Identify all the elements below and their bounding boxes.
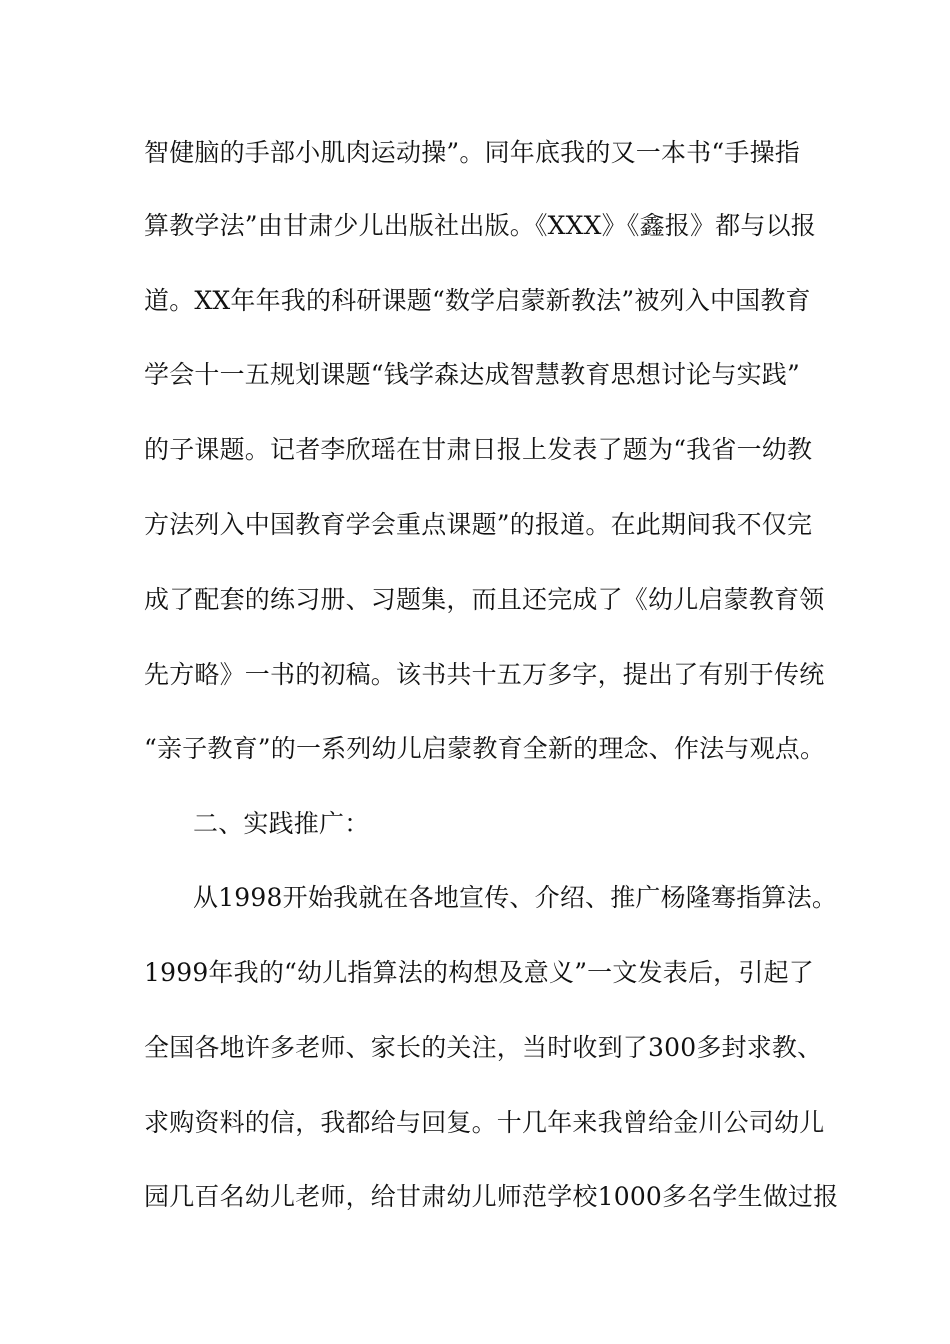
text-line: 成了配套的练习册、习题集，而且还完成了《幼儿启蒙教育领 <box>144 585 825 614</box>
text-line: 道。XX年年我的科研课题“数学启蒙新教法”被列入中国教育 <box>144 286 811 315</box>
text-line: 先方略》一书的初稿。该书共十五万多字，提出了有别于传统 <box>144 660 825 689</box>
text-line: 求购资料的信，我都给与回复。十几年来我曾给金川公司幼儿 <box>144 1108 825 1137</box>
text-line: 方法列入中国教育学会重点课题”的报道。在此期间我不仅完 <box>144 510 813 539</box>
text-line: 1999年我的“幼儿指算法的构想及意义”一文发表后，引起了 <box>144 958 814 987</box>
text-line: 的子课题。记者李欣瑶在甘肃日报上发表了题为“我省一幼教 <box>144 435 813 464</box>
text-line: “亲子教育”的一系列幼儿启蒙教育全新的理念、作法与观点。 <box>144 734 826 763</box>
text-line: 智健脑的手部小肌肉运动操”。同年底我的又一本书“手操指 <box>144 138 800 167</box>
text-line: 从1998开始我就在各地宣传、介绍、推广杨隆骞指算法。 <box>193 883 838 912</box>
text-line: 全国各地许多老师、家长的关注，当时收到了300多封求教、 <box>144 1033 823 1062</box>
text-line: 学会十一五规划课题“钱学森达成智慧教育思想讨论与实践” <box>144 360 800 389</box>
section-heading: 二、实践推广： <box>193 809 370 838</box>
text-line: 园几百名幼儿老师，给甘肃幼儿师范学校1000多名学生做过报 <box>144 1182 839 1211</box>
text-line: 算教学法”由甘肃少儿出版社出版。《XXX》《鑫报》都与以报 <box>144 211 816 240</box>
